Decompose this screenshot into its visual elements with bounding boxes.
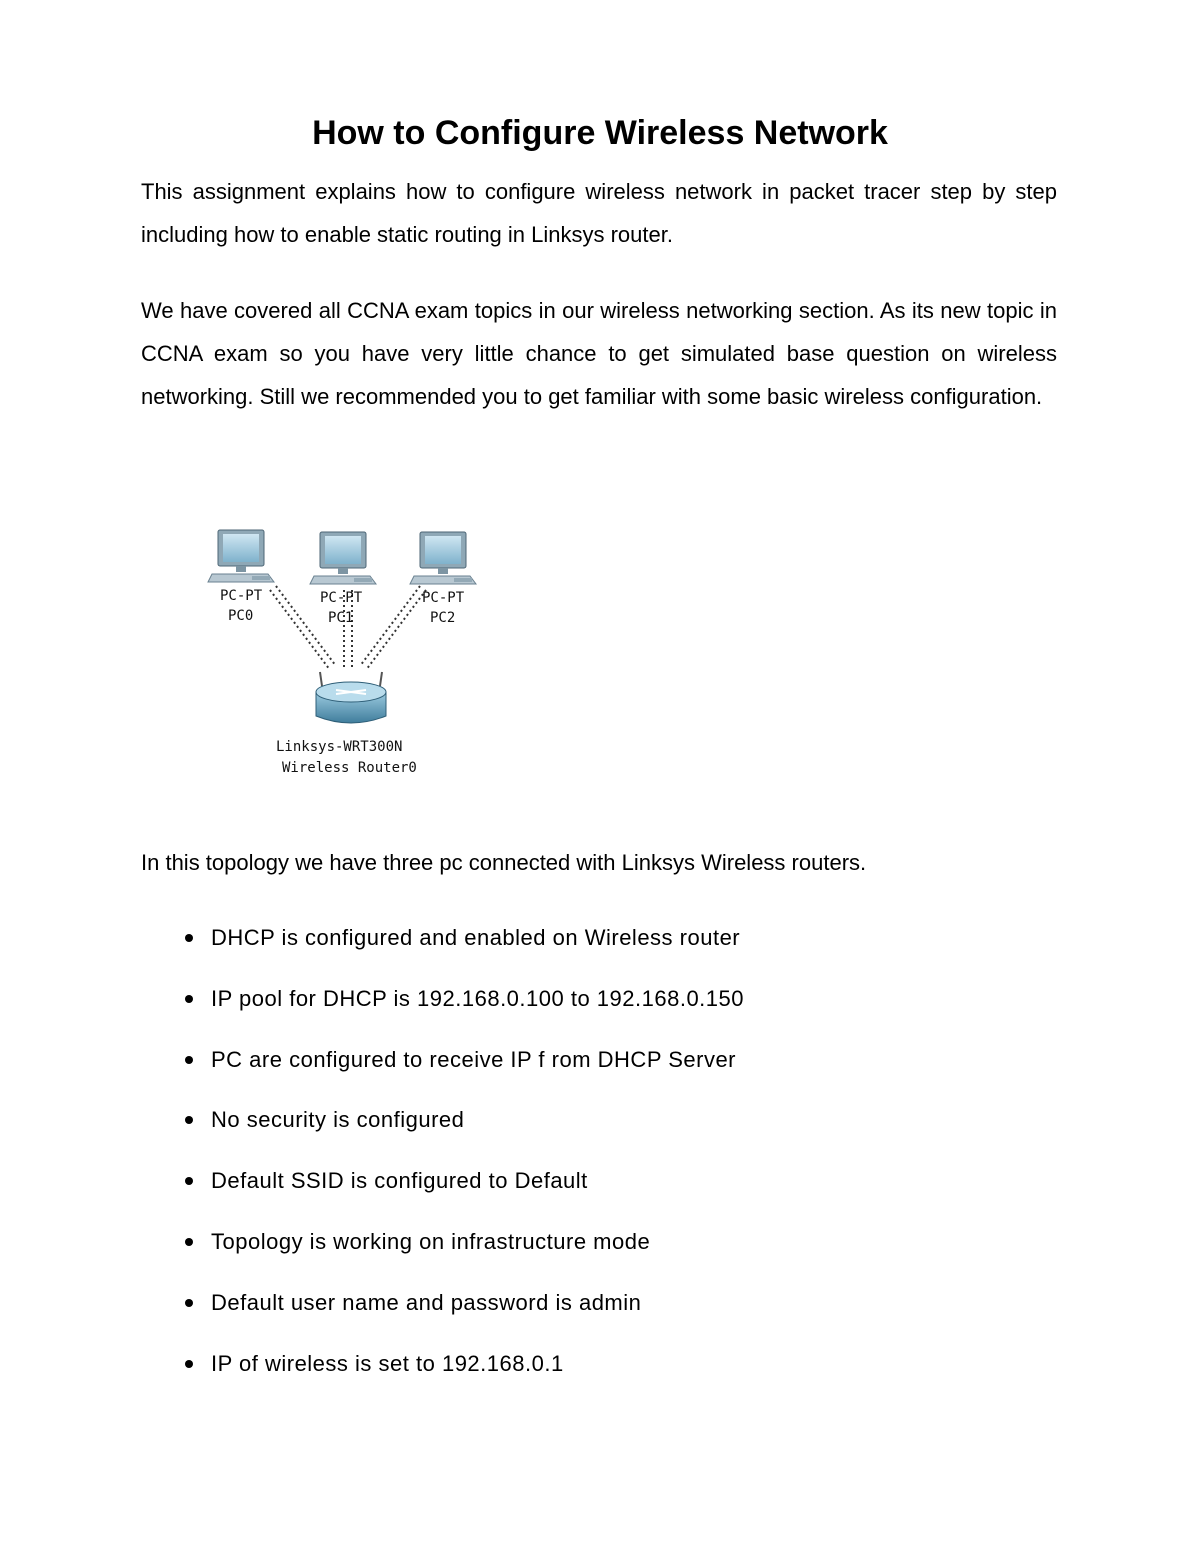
pc0-name-label: PC0 <box>228 608 254 624</box>
bullet-icon <box>185 1177 193 1185</box>
bullet-icon <box>185 995 193 1003</box>
bullet-icon <box>185 1116 193 1124</box>
list-item <box>185 1038 1085 1099</box>
list-item <box>185 1342 1085 1403</box>
bullet-icon <box>185 1360 193 1368</box>
list-item <box>185 977 1085 1038</box>
pc2-type-label: PC-PT <box>422 590 465 606</box>
pc-icon <box>310 532 376 584</box>
pc2-name-label: PC2 <box>430 610 456 626</box>
wireless-link-pc2 <box>360 586 426 670</box>
bullet-icon <box>185 934 193 942</box>
network-topology-diagram <box>200 520 500 790</box>
list-item-text: Default SSID is configured to Default <box>211 1168 588 1194</box>
wireless-router-icon <box>316 672 386 723</box>
pc-icon <box>208 530 274 582</box>
page-title: How to Configure Wireless Network <box>312 114 888 152</box>
list-item-text: IP pool for DHCP is 192.168.0.100 to 192.168.0.150 <box>211 985 744 1011</box>
intro-paragraph: This assignment explains how to configure wireless network in packet tracer step by step including how to enable static routing in Linksys router. <box>141 179 1057 247</box>
list-item <box>185 1159 1085 1220</box>
list-item <box>185 1098 1085 1159</box>
bullet-icon <box>185 1299 193 1307</box>
pc-icon <box>410 532 476 584</box>
router-name-label: Wireless Router0 <box>282 760 417 776</box>
config-bullet-list <box>185 916 1085 1402</box>
list-item <box>185 1220 1085 1281</box>
bullet-icon <box>185 1056 193 1064</box>
pc1-name-label: PC1 <box>328 610 354 626</box>
list-item-text: IP of wireless is set to 192.168.0.1 <box>211 1350 564 1376</box>
list-item-text: DHCP is configured and enabled on Wireless router <box>211 925 741 950</box>
list-item <box>185 916 1085 977</box>
pc1-type-label: PC-PT <box>320 590 363 606</box>
bullet-icon <box>185 1238 193 1246</box>
list-item-text: Default user name and password is admin <box>211 1289 642 1315</box>
list-item-text: No security is configured <box>211 1107 465 1133</box>
list-item-text: Topology is working on infrastructure mode <box>211 1228 651 1254</box>
list-item-text: PC are configured to receive IP f rom DHCP Server <box>211 1046 736 1072</box>
list-item <box>185 1281 1085 1342</box>
ccna-paragraph: We have covered all CCNA exam topics in our wireless networking section. As its new topic in CCNA exam so you have very little chance to get simulated base question on wireless networking. Still we recommended you to get familiar with some basic wireless configuration. <box>141 298 1057 409</box>
router-model-label: Linksys-WRT300N <box>276 739 403 755</box>
topology-paragraph: In this topology we have three pc connected with Linksys Wireless routers. <box>141 850 867 875</box>
pc0-type-label: PC-PT <box>220 588 263 604</box>
